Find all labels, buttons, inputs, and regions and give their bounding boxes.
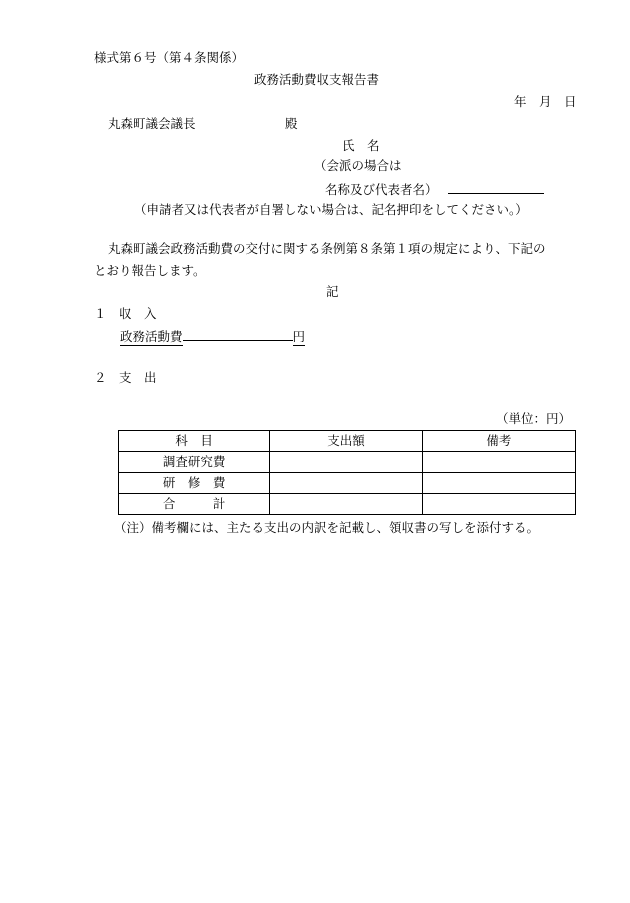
- income-row: [120, 327, 305, 345]
- amount-cell[interactable]: [270, 473, 422, 494]
- amount-cell[interactable]: [270, 494, 422, 515]
- table-row: [119, 452, 576, 473]
- faction-note-text: 名称及び代表者名）: [325, 182, 438, 197]
- body-text-line-2: とおり報告します。: [94, 263, 206, 278]
- body-text-line-1: 丸森町議会政務活動費の交付に関する条例第８条第１項の規定により、下記の: [108, 241, 546, 256]
- income-unit: 円: [292, 329, 306, 344]
- form-number: 様式第６号（第４条関係）: [94, 50, 245, 65]
- footnote: （注）備考欄には、主たる支出の内訳を記載し、領収書の写しを添付する。: [114, 520, 540, 535]
- table-row: [119, 473, 576, 494]
- row-label-training: 研 修 費: [119, 473, 270, 494]
- amount-cell[interactable]: [270, 452, 422, 473]
- table-row: [119, 494, 576, 515]
- row-label-research: 調査研究費: [119, 452, 270, 473]
- date-labels: 年 月 日: [514, 94, 577, 109]
- signature-note: （申請者又は代表者が自署しない場合は、記名押印をしてください。）: [134, 202, 528, 217]
- faction-note-line-1: （会派の場合は: [314, 158, 402, 173]
- remarks-cell[interactable]: [422, 494, 575, 515]
- column-header-remarks: 備考: [422, 431, 575, 452]
- expense-table: [118, 430, 576, 515]
- row-label-total: 合 計: [119, 494, 270, 515]
- remarks-cell[interactable]: [422, 473, 575, 494]
- honorific: 殿: [285, 116, 298, 131]
- form-title: 政務活動費収支報告書: [254, 72, 380, 87]
- name-signature-line[interactable]: [448, 180, 544, 194]
- income-heading: １ 収 入: [94, 306, 157, 321]
- income-amount-field[interactable]: [183, 327, 293, 341]
- expense-heading: ２ 支 出: [94, 370, 157, 385]
- unit-note: （単位：円）: [496, 411, 572, 426]
- addressee: 丸森町議会議長: [108, 116, 196, 131]
- faction-note-line-2: [325, 180, 544, 198]
- table-header-row: [119, 431, 576, 452]
- remarks-cell[interactable]: [422, 452, 575, 473]
- name-label: 氏 名: [342, 138, 380, 153]
- ki-heading: 記: [326, 284, 339, 299]
- column-header-subject: 科 目: [119, 431, 270, 452]
- income-item-label: 政務活動費: [120, 329, 183, 344]
- column-header-amount: 支出額: [270, 431, 422, 452]
